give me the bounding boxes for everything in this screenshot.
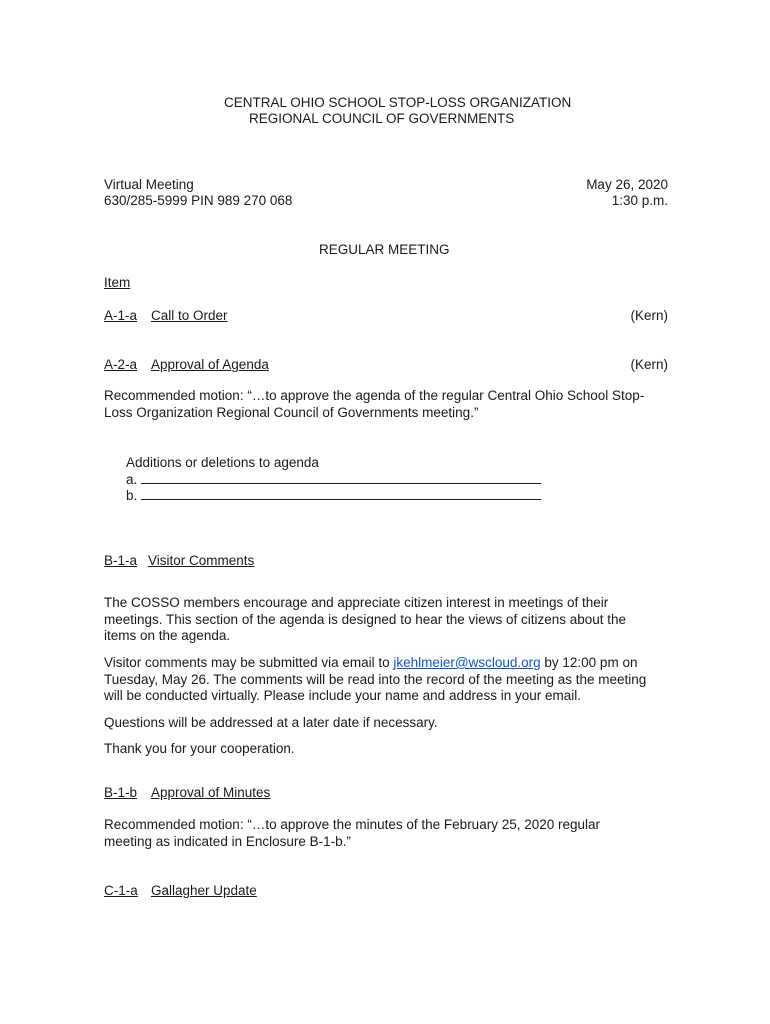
- meeting-phone: 630/285-5999 PIN 989 270 068: [104, 193, 293, 208]
- item-code-a2a: A-2-a: [104, 357, 138, 372]
- meeting-time: 1:30 p.m.: [611, 193, 668, 208]
- addition-a-blank[interactable]: [141, 471, 541, 484]
- org-name-line1: CENTRAL OHIO SCHOOL STOP-LOSS ORGANIZATION: [224, 95, 572, 110]
- additions-heading: Additions or deletions to agenda: [126, 455, 319, 470]
- visitor-comments-para1: The COSSO members encourage and appreciate citizen interest in meetings of their meetings. This section of the agenda is designed to hear the views of citizens about the items on the agenda.: [104, 595, 627, 643]
- item-label-call-to-order: Call to Order: [151, 308, 228, 323]
- addition-b-blank[interactable]: [141, 487, 541, 500]
- visitor-comments-para3: Questions will be addressed at a later date if necessary.: [104, 715, 438, 730]
- addition-line-a: [126, 471, 541, 488]
- visitor-comments-para4: Thank you for your cooperation.: [104, 741, 295, 756]
- agenda-motion: Recommended motion: “…to approve the agenda of the regular Central Ohio School Stop-Loss Organization Regional Council of Governments meeting.”: [104, 388, 645, 420]
- addition-a-label: a.: [126, 472, 138, 487]
- item-code-b1b: B-1-b: [104, 785, 138, 800]
- meeting-title: REGULAR MEETING: [319, 242, 450, 257]
- item-code-c1a: C-1-a: [104, 883, 138, 898]
- item-label-approval-of-agenda: Approval of Agenda: [151, 357, 269, 372]
- para2-pre: Visitor comments may be submitted via email to: [104, 655, 394, 670]
- minutes-motion: Recommended motion: “…to approve the minutes of the February 25, 2020 regular meeting as indicated in Enclosure B-1-b.”: [104, 817, 601, 849]
- email-link[interactable]: jkehlmeier@wscloud.org: [393, 655, 541, 670]
- item-code-a1a: A-1-a: [104, 308, 138, 323]
- item-code-b1a: B-1-a: [104, 553, 138, 568]
- org-name-line2: REGIONAL COUNCIL OF GOVERNMENTS: [249, 111, 515, 126]
- para2-post: by 12:00 pm on Tuesday, May 26. The comments will be read into the record of the meeting as the meeting will be conducted virtually. Please include your name and address in your email.: [104, 655, 647, 703]
- item-label-visitor-comments: Visitor Comments: [148, 553, 255, 568]
- visitor-comments-para2: [104, 655, 664, 705]
- item-presenter-a1a: (Kern): [630, 308, 668, 323]
- item-presenter-a2a: (Kern): [630, 357, 668, 372]
- meeting-type: Virtual Meeting: [104, 177, 194, 192]
- item-heading: Item: [104, 275, 131, 290]
- item-label-gallagher-update: Gallagher Update: [151, 883, 257, 898]
- item-label-approval-of-minutes: Approval of Minutes: [151, 785, 271, 800]
- addition-line-b: [126, 487, 541, 504]
- addition-b-label: b.: [126, 488, 138, 503]
- meeting-date: May 26, 2020: [586, 177, 668, 192]
